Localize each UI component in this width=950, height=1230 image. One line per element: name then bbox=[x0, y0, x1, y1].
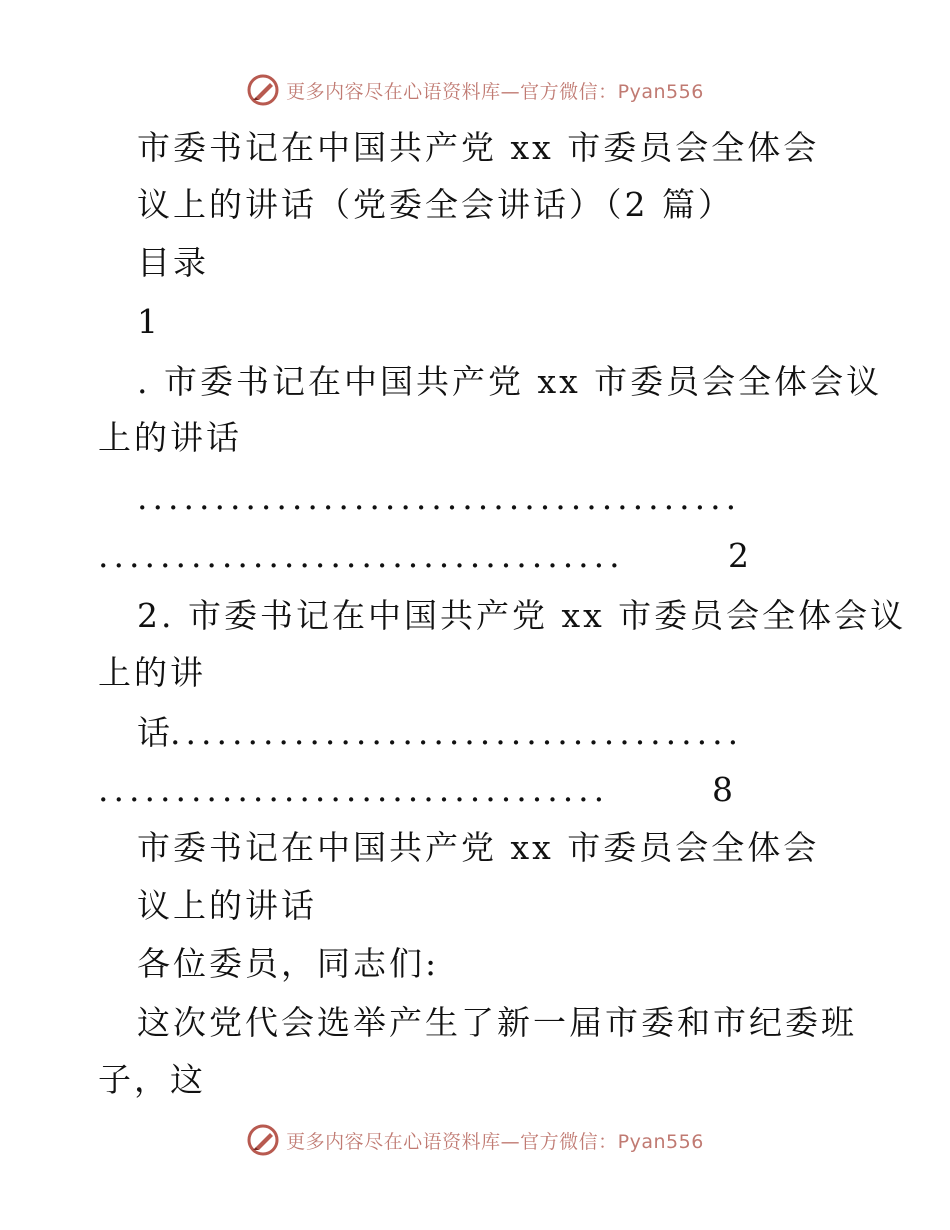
toc-item-2-leader-dots-cont: ................................. bbox=[98, 770, 610, 809]
toc-heading: 目录 bbox=[137, 243, 209, 282]
toc-item-2-title: 2. 市委书记在中国共产党 xx 市委员会全体会议 bbox=[137, 596, 907, 635]
toc-item-1-leader-dots: ....................................... bbox=[137, 478, 742, 517]
footer-watermark bbox=[0, 1120, 950, 1160]
toc-item-1-leader-dots-cont: .................................. bbox=[98, 536, 625, 575]
toc-item-1-page-number: 2 bbox=[728, 536, 752, 575]
body-paragraph-line-2: 子，这 bbox=[98, 1060, 206, 1099]
section-title-line-2: 议上的讲话 bbox=[137, 886, 317, 925]
greeting-text: 各位委员，同志们: bbox=[137, 944, 440, 983]
watermark-text: 更多内容尽在心语资料库—官方微信：Pyan556 bbox=[286, 1130, 704, 1153]
pen-logo-icon bbox=[246, 1123, 280, 1157]
toc-item-2-leader-dots: ..................................... bbox=[170, 713, 744, 752]
toc-number-1: 1 bbox=[137, 302, 161, 341]
toc-item-1-title: . 市委书记在中国共产党 xx 市委员会全体会议 bbox=[137, 362, 883, 401]
header-watermark bbox=[0, 70, 950, 110]
section-title-line-1: 市委书记在中国共产党 xx 市委员会全体会 bbox=[137, 828, 820, 867]
watermark-text: 更多内容尽在心语资料库—官方微信：Pyan556 bbox=[286, 80, 704, 103]
pen-logo-icon bbox=[246, 73, 280, 107]
toc-item-1-title-cont: 上的讲话 bbox=[98, 418, 242, 457]
doc-title-line-2: 议上的讲话（党委全会讲话）（2 篇） bbox=[137, 185, 734, 224]
toc-item-2-title-end: 话 bbox=[137, 713, 173, 752]
body-paragraph-line-1: 这次党代会选举产生了新一届市委和市纪委班 bbox=[137, 1003, 857, 1042]
toc-item-2-title-cont: 上的讲 bbox=[98, 653, 206, 692]
toc-item-2-page-number: 8 bbox=[712, 770, 736, 809]
doc-title-line-1: 市委书记在中国共产党 xx 市委员会全体会 bbox=[137, 128, 820, 167]
